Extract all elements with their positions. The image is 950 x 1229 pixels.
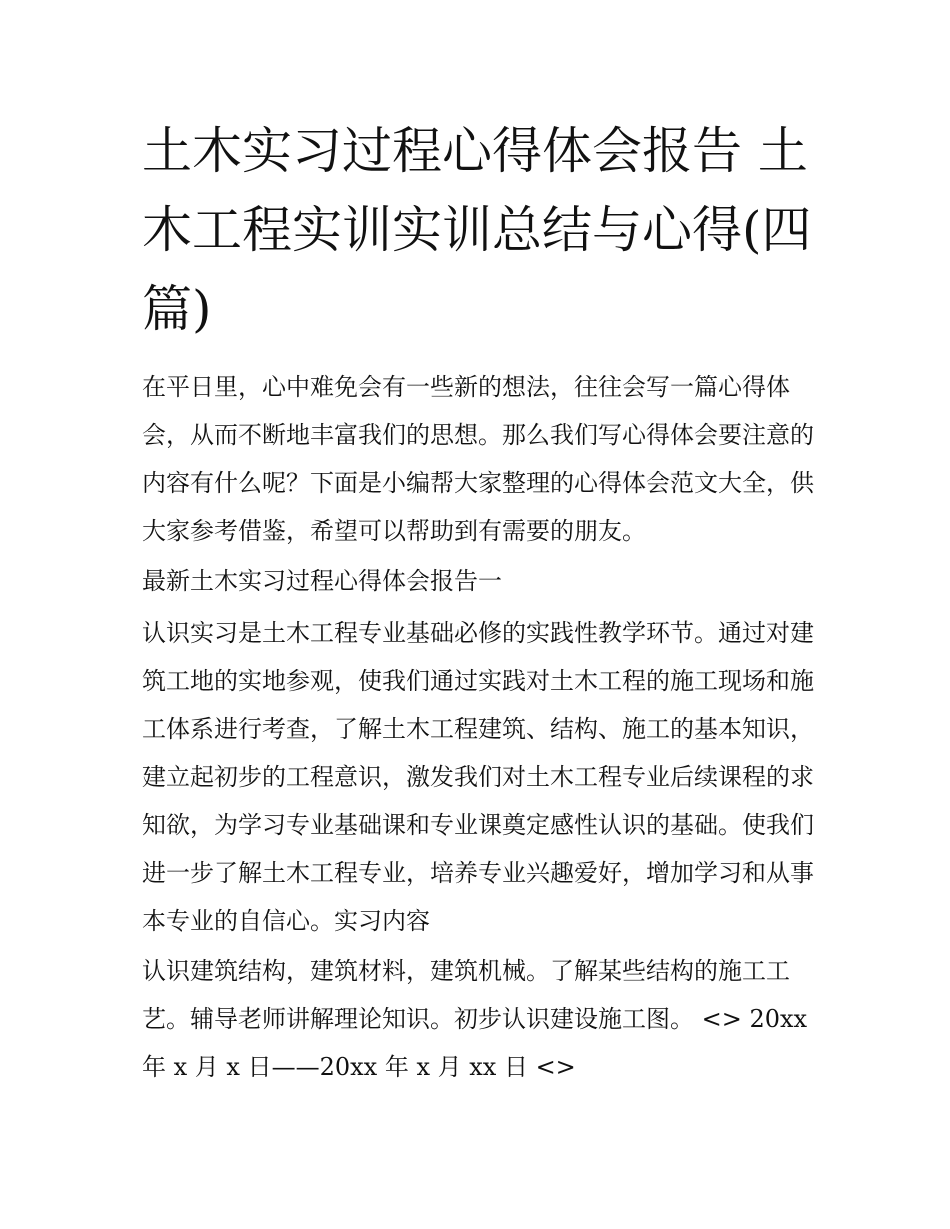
section-heading: 最新土木实习过程心得体会报告一: [142, 567, 502, 595]
document-title: 土木实习过程心得体会报告 土木工程实训实训总结与心得(四篇): [142, 122, 812, 338]
body-paragraph-2: 认识建筑结构，建筑材料，建筑机械。了解某些结构的施工工艺。辅导老师讲解理论知识。初步认识建设施工图。 <> 20xx年 x 月 x 日——20xx 年 x 月 xx 日 <>: [142, 957, 808, 1081]
document-page: [142, 112, 814, 1091]
body-paragraph-1: 认识实习是土木工程专业基础必修的实践性教学环节。通过对建筑工地的实地参观，使我们通过实践对土木工程的施工现场和施工体系进行考查，了解土木工程建筑、结构、施工的基本知识，建立起初步的工程意识，激发我们对土木工程专业后续课程的求知欲，为学习专业基础课和专业课奠定感性认识的基础。使我们进一步了解土木工程专业，培养专业兴趣爱好，增加学习和从事本专业的自信心。实习内容: [142, 619, 814, 935]
intro-paragraph: 在平日里，心中难免会有一些新的想法，往往会写一篇心得体会，从而不断地丰富我们的思想。那么我们写心得体会要注意的内容有什么呢？下面是小编帮大家整理的心得体会范文大全，供大家参考借鉴，希望可以帮助到有需要的朋友。: [142, 373, 814, 545]
